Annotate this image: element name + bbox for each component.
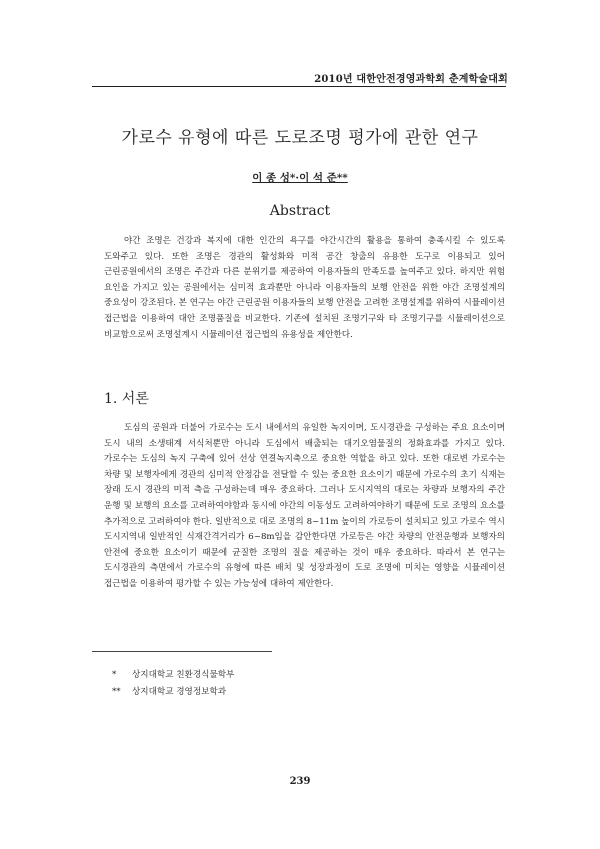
- introduction-paragraph: 도심의 공원과 더불어 가로수는 도시 내에서의 유일한 녹지이며, 도시경관을 구성하는 주요 요소이며 도시 내의 소생태계 서식처뿐만 아니라 도심에서 배출되는 대기오염물질의 정화효과를 가지고 있다. 가로수는 도심의 녹지 구축에 있어 선상 연결녹지축으로 중요한 역할을 하고 있다. 또한 대로변 가로수는 차량 및 보행자에게 경관의 심미적 안정감을 전달할 수 있는 중요한 요소이기 때문에 가로수의 초기 식재는 장래 도시 경관의 미적 측을 구성하는데 매우 중요하다. 그러나 도시지역의 대로는 차량과 보행자의 주간 운행 및 보행의 요소를 고려하여야함과 동시에 야간의 이동성도 고려하여야하기 때문에 도로 조명의 요소를 추가적으로 고려하여야 한다. 일반적으로 대로 조명의 8~11m 높이의 가로등이 설치되고 있고 가로수 역시 도시지역내 일반적인 식재간격거리가 6~8m임을 감안한다면 가로등은 야간 차량의 안전운행과 보행자의 안전에 중요한 요소이기 때문에 균질한 조명의 질을 제공하는 것이 매우 중요하다. 따라서 본 연구는 도시경관의 측면에서 가로수의 유형에 따른 배치 및 성장과정이 도로 조명에 미치는 영향을 시뮬레이션 접근법을 이용하여 평가할 수 있는 가능성에 대하여 제안한다.: [104, 423, 505, 589]
- author-names: 이 종 성*·이 석 준**: [252, 172, 348, 184]
- footnote-affiliation-2: [112, 685, 226, 697]
- footnote-rule: [92, 651, 272, 652]
- footnote-text: 상지대학교 친환경식물학부: [132, 670, 235, 680]
- paper-title: 가로수 유형에 따른 도로조명 평가에 관한 연구: [121, 128, 479, 148]
- section-heading-introduction: 1. 서론: [104, 391, 149, 407]
- footnote-text: 상지대학교 경영정보학과: [132, 687, 227, 697]
- running-head: 2010년 대한안전경영과학회 춘계학술대회: [314, 74, 508, 85]
- abstract-paragraph: 야간 조명은 건강과 복지에 대한 인간의 욕구를 야간시간의 활용을 통하여 충족시킬 수 있도록 도와주고 있다. 또한 조명은 경관의 활성화와 미적 공간 창출의 유용한 도구로 이용되고 있어 근린공원에서의 조명은 주간과 다른 분위기를 제공하여 이용자들의 만족도를 높여주고 있다. 하지만 위험 요인을 가지고 있는 공원에서는 심미적 효과뿐만 아니라 이용자들의 보행 안전을 위한 야간 조명설계의 중요성이 강조된다. 본 연구는 야간 근린공원 이용자들의 보행 안전을 고려한 조명설계를 위하여 시뮬레이션 접근법을 이용하여 대안 조명품질을 비교한다. 기존에 설치된 조명기구와 타 조명기구를 시뮬레이션으로 비교함으로써 조명설계시 시뮬레이션 접근법의 유용성을 제안한다.: [104, 236, 505, 340]
- author-line: [0, 170, 600, 185]
- footnote-affiliation-1: [112, 668, 234, 680]
- footnote-mark: **: [112, 687, 121, 697]
- page-number: 239: [289, 776, 311, 787]
- footnote-mark: *: [112, 670, 117, 680]
- abstract-heading: Abstract: [269, 203, 331, 219]
- header-rule: [92, 86, 506, 87]
